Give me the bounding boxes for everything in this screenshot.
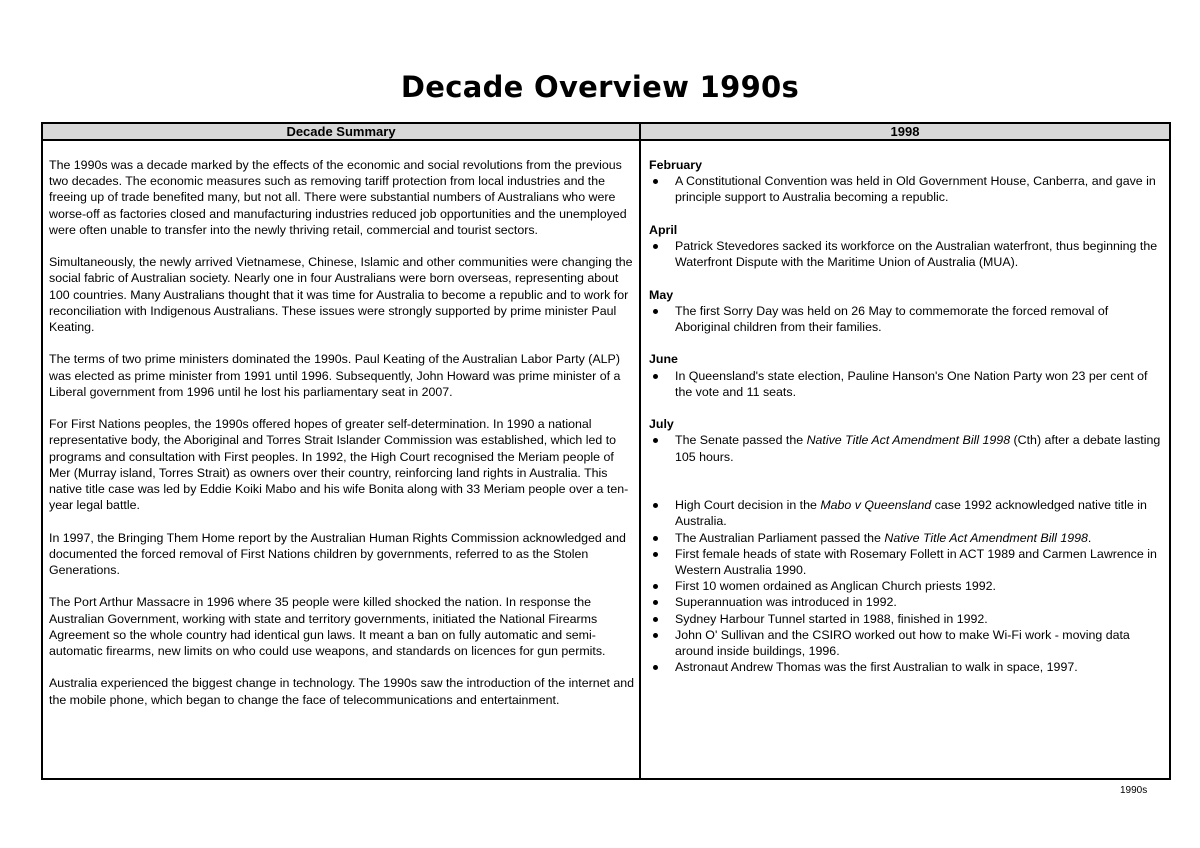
summary-paragraph: For First Nations peoples, the 1990s offered hopes of greater self-determination. In 1990 a national representative body, the Aboriginal and Torres Strait Islander Commission was established, which led to programs and consultation with First peoples. In 1992, the High Court recognised the Meriam people of Mer (Murray island, Torres Strait) as owners over their country, reinforcing land rights in Australia. This native title case was led by Eddie Koiki Mabo and his wife Bonita along with 33 Meriam people over a ten-year legal battle. (49, 417, 629, 513)
overview-table (41, 122, 1171, 780)
event-item: The Senate passed the Native Title Act Amendment Bill 1998 (Cth) after a debate lasting 105 hours. (649, 432, 1165, 464)
event-item: The Australian Parliament passed the Native Title Act Amendment Bill 1998. (649, 530, 1165, 546)
event-item: First 10 women ordained as Anglican Church priests 1992. (649, 578, 1165, 594)
page-footer: 1990s (1120, 785, 1148, 796)
event-item: John O' Sullivan and the CSIRO worked out how to make Wi-Fi work - moving data around inside buildings, 1996. (649, 627, 1165, 659)
month-heading: February (649, 158, 703, 172)
event-item: In Queensland's state election, Pauline Hanson's One Nation Party won 23 per cent of the vote and 11 seats. (649, 368, 1165, 400)
summary-paragraph: Simultaneously, the newly arrived Vietnamese, Chinese, Islamic and other communities were changing the social fabric of Australian society. Nearly one in four Australians were born overseas, representing about 100 countries. Many Australians thought that it was time for Australia to become a republic and to work for reconciliation with Indigenous Australians. These issues were strongly supported by prime minister Paul Keating. (49, 255, 633, 335)
summary-paragraph: In 1997, the Bringing Them Home report by the Australian Human Rights Commission acknowledged and documented the forced removal of First Nations children by governments, referred to as the Stolen Generations. (49, 530, 626, 578)
month-heading: June (649, 352, 678, 367)
column-divider (639, 124, 641, 778)
year-header: 1998 (641, 124, 1169, 141)
decade-summary-column (49, 157, 637, 724)
month-heading: April (649, 222, 678, 237)
event-item: Astronaut Andrew Thomas was the first Australian to walk in space, 1997. (649, 659, 1165, 675)
summary-paragraph: The Port Arthur Massacre in 1996 where 35 people were killed shocked the nation. In response the Australian Government, working with state and territory governments, initiated the National Firearms Agreement so the whole country had identical gun laws. It meant a ban on fully automatic and semi-automatic firearms, new limits on who could use weapons, and standards on licences for gun permits. (49, 595, 606, 659)
summary-paragraph: The 1990s was a decade marked by the effects of the economic and social revolutions from the previous two decades. The economic measures such as removing tariff protection from local industries and the freeing up of trade benefited many, but not all. There were substantial numbers of Australians who were worse-off as factories closed and manufacturing industries reduced job opportunities and the unemployed were often unable to transfer into the newly thriving retail, commercial and tourist sectors. (49, 158, 627, 237)
event-item: The first Sorry Day was held on 26 May to commemorate the forced removal of Aboriginal children from their families. (649, 303, 1165, 335)
page-title: Decade Overview 1990s (400, 70, 800, 104)
other-events-list (649, 497, 1165, 675)
event-item: Patrick Stevedores sacked its workforce on the Australian waterfront, thus beginning the Waterfront Dispute with the Maritime Union of Australia (MUA). (649, 238, 1165, 270)
month-heading: May (649, 287, 674, 302)
summary-paragraph: The terms of two prime ministers dominated the 1990s. Paul Keating of the Australian Labor Party (ALP) was elected as prime minister from 1991 until 1996. Subsequently, John Howard was prime minister of a Liberal government from 1996 until he lost his parliamentary seat in 2007. (49, 352, 621, 399)
event-item: High Court decision in the Mabo v Queensland case 1992 acknowledged native title in Australia. (649, 497, 1165, 529)
decade-summary-header: Decade Summary (43, 124, 641, 141)
event-item: Sydney Harbour Tunnel started in 1988, finished in 1992. (649, 611, 1165, 627)
month-heading: July (649, 417, 674, 432)
year-events-column (649, 157, 1165, 675)
summary-paragraph: Australia experienced the biggest change in technology. The 1990s saw the introduction of the internet and the mobile phone, which began to change the face of telecommunications and entertainment. (49, 676, 635, 707)
event-item: Superannuation was introduced in 1992. (649, 594, 1165, 610)
event-item: A Constitutional Convention was held in Old Government House, Canberra, and gave in principle support to Australia becoming a republic. (649, 173, 1165, 205)
event-item: First female heads of state with Rosemary Follett in ACT 1989 and Carmen Lawrence in Western Australia 1990. (649, 546, 1165, 578)
